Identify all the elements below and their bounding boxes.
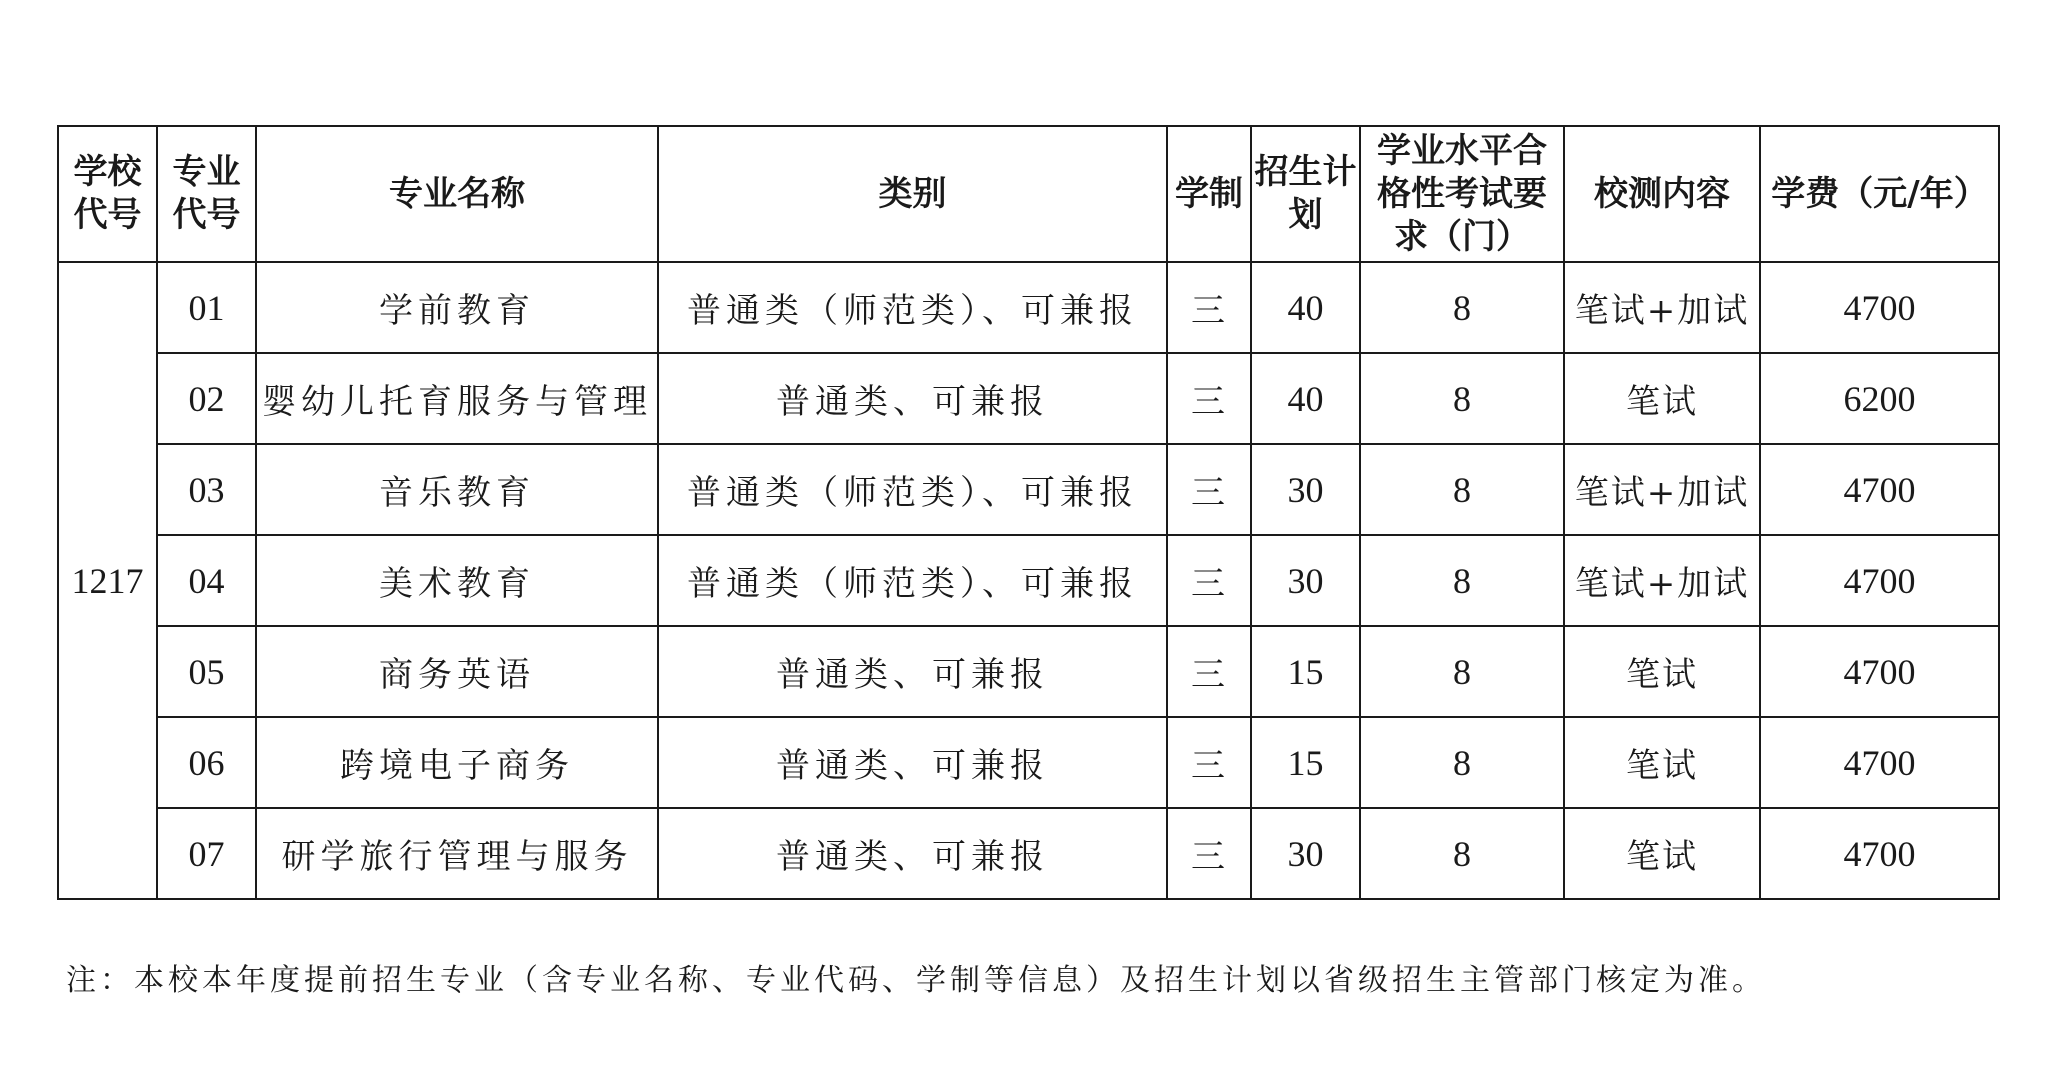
test-content-cell: 笔试: [1564, 353, 1760, 444]
test-content-cell: 笔试+加试: [1564, 535, 1760, 626]
duration-cell: 三: [1167, 626, 1251, 717]
tuition-cell: 4700: [1760, 535, 1999, 626]
exam-cell: 8: [1360, 535, 1564, 626]
tuition-cell: 4700: [1760, 262, 1999, 353]
exam-cell: 8: [1360, 262, 1564, 353]
footnote: 注：本校本年度提前招生专业（含专业名称、专业代码、学制等信息）及招生计划以省级招生主管部门核定为准。: [66, 963, 1766, 998]
category-cell: 普通类、可兼报: [658, 626, 1167, 717]
header-school-code: 学校代号: [58, 126, 157, 262]
major-code-cell: 06: [157, 717, 256, 808]
test-content-cell: 笔试: [1564, 626, 1760, 717]
category-cell: 普通类、可兼报: [658, 353, 1167, 444]
major-name-cell: 美术教育: [256, 535, 658, 626]
school-code-cell: 1217: [58, 262, 157, 899]
major-code-cell: 02: [157, 353, 256, 444]
table-row: [58, 717, 1999, 808]
table-row: [58, 808, 1999, 899]
major-name-cell: 研学旅行管理与服务: [256, 808, 658, 899]
plan-cell: 15: [1251, 626, 1360, 717]
table-row: [58, 535, 1999, 626]
exam-cell: 8: [1360, 626, 1564, 717]
duration-cell: 三: [1167, 535, 1251, 626]
major-code-cell: 05: [157, 626, 256, 717]
exam-cell: 8: [1360, 353, 1564, 444]
duration-cell: 三: [1167, 444, 1251, 535]
header-duration: 学制: [1167, 126, 1251, 262]
tuition-cell: 6200: [1760, 353, 1999, 444]
duration-cell: 三: [1167, 808, 1251, 899]
header-exam-requirement: 学业水平合格性考试要求（门）: [1360, 126, 1564, 262]
table-row: [58, 444, 1999, 535]
header-major-name: 专业名称: [256, 126, 658, 262]
header-enrollment-plan: 招生计划: [1251, 126, 1360, 262]
major-name-cell: 音乐教育: [256, 444, 658, 535]
header-tuition: 学费（元/年）: [1760, 126, 1999, 262]
exam-cell: 8: [1360, 444, 1564, 535]
major-code-cell: 04: [157, 535, 256, 626]
header-major-code: 专业代号: [157, 126, 256, 262]
test-content-cell: 笔试+加试: [1564, 262, 1760, 353]
table-row: [58, 626, 1999, 717]
header-test-content: 校测内容: [1564, 126, 1760, 262]
major-name-cell: 商务英语: [256, 626, 658, 717]
category-cell: 普通类、可兼报: [658, 808, 1167, 899]
exam-cell: 8: [1360, 808, 1564, 899]
plan-cell: 30: [1251, 444, 1360, 535]
plan-cell: 30: [1251, 808, 1360, 899]
duration-cell: 三: [1167, 717, 1251, 808]
category-cell: 普通类（师范类）、可兼报: [658, 535, 1167, 626]
major-code-cell: 07: [157, 808, 256, 899]
major-name-cell: 婴幼儿托育服务与管理: [256, 353, 658, 444]
plan-cell: 15: [1251, 717, 1360, 808]
table-row: [58, 262, 1999, 353]
major-code-cell: 01: [157, 262, 256, 353]
category-cell: 普通类（师范类）、可兼报: [658, 444, 1167, 535]
exam-cell: 8: [1360, 717, 1564, 808]
plan-cell: 40: [1251, 353, 1360, 444]
plan-cell: 30: [1251, 535, 1360, 626]
tuition-cell: 4700: [1760, 444, 1999, 535]
duration-cell: 三: [1167, 353, 1251, 444]
major-name-cell: 跨境电子商务: [256, 717, 658, 808]
plan-cell: 40: [1251, 262, 1360, 353]
category-cell: 普通类（师范类）、可兼报: [658, 262, 1167, 353]
test-content-cell: 笔试: [1564, 717, 1760, 808]
header-category: 类别: [658, 126, 1167, 262]
major-name-cell: 学前教育: [256, 262, 658, 353]
table-header-row: [58, 126, 1999, 262]
tuition-cell: 4700: [1760, 808, 1999, 899]
test-content-cell: 笔试+加试: [1564, 444, 1760, 535]
major-code-cell: 03: [157, 444, 256, 535]
enrollment-plan-table: [57, 125, 2000, 900]
tuition-cell: 4700: [1760, 626, 1999, 717]
table-row: [58, 353, 1999, 444]
tuition-cell: 4700: [1760, 717, 1999, 808]
test-content-cell: 笔试: [1564, 808, 1760, 899]
category-cell: 普通类、可兼报: [658, 717, 1167, 808]
duration-cell: 三: [1167, 262, 1251, 353]
